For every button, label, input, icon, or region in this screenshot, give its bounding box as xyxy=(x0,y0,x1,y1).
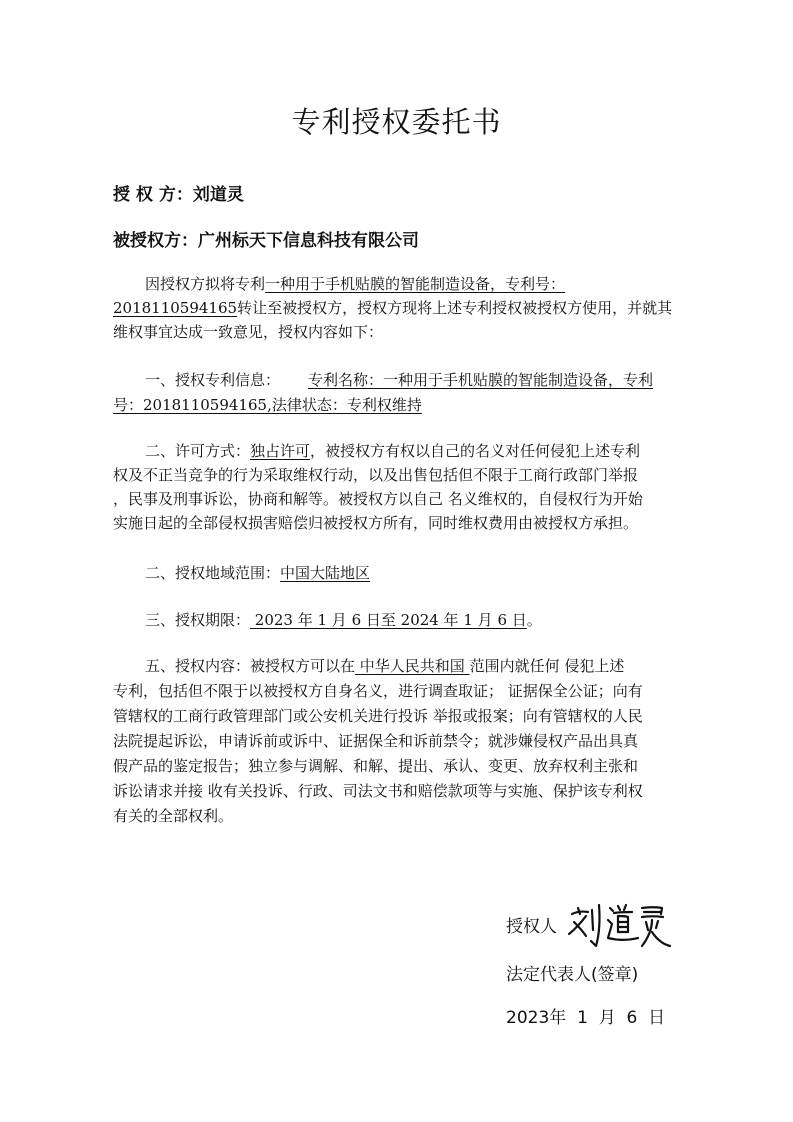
patent-title: 一种用于手机贴膜的智能制造设备，专利号： xyxy=(265,275,566,293)
term-value: 2023 年 1 月 6 日至 2024 年 1 月 6 日 xyxy=(250,611,527,629)
document-title: 专利授权委托书 xyxy=(291,105,502,139)
section5-line-3: 管辖权的工商行政管理部门或公安机关进行投诉 举报或报案；向有管辖权的人民 xyxy=(113,707,643,725)
section5-line-4: 法院提起诉讼，申请诉前或诉中、证据保全和诉前禁令；就涉嫌侵权产品出具真 xyxy=(113,732,639,750)
patent-number: 2018110594165 xyxy=(113,299,238,317)
grantee-line xyxy=(113,226,419,251)
legal-rep-label: 法定代表人(签章) xyxy=(506,965,639,985)
section2-line-3: ，民事及刑事诉讼，协商和解等。被授权方以自己 名义维权的，自侵权行为开始 xyxy=(113,490,643,508)
section5-line-7: 有关的全部权利。 xyxy=(113,807,234,825)
grantor-sign-label: 授权人 xyxy=(506,917,557,937)
section2-line-1: 二、许可方式：独占许可，被授权方有权以自己的名义对任何侵犯上述专利 xyxy=(145,442,641,460)
grantor-line xyxy=(113,180,244,205)
handwritten-signature xyxy=(566,900,674,952)
section-term: 三、授权期限： 2023 年 1 月 6 日至 2024 年 1 月 6 日。 xyxy=(145,611,542,629)
section2-line-2: 权及不正当竞争的行为采取维权行动，以及出售包括但不限于工商行政部门举报 xyxy=(113,466,639,484)
grantee-name: 广州标天下信息科技有限公司 xyxy=(198,231,419,251)
section5-line-6: 诉讼请求并接 收有关投诉、行政、司法文书和赔偿款项等与实施、保护该专利权 xyxy=(113,782,643,800)
intro-line-1: 因授权方拟将专利一种用于手机贴膜的智能制造设备，专利号： xyxy=(145,275,566,293)
section1-line-1 xyxy=(145,373,653,388)
intro-line-2: 2018110594165转让至被授权方，授权方现将上述专利授权被授权方使用，并就其 xyxy=(113,299,673,317)
territory-value: 中国大陆地区 xyxy=(280,564,371,582)
section5-line-2: 专利，包括但不限于以被授权方自身名义，进行调查取证； 证据保全公证；向有 xyxy=(113,682,643,700)
section2-line-4: 实施日起的全部侵权损害赔偿归被授权方所有，同时维权费用由被授权方承担。 xyxy=(113,514,639,532)
section-territory: 二、授权地域范围：中国大陆地区 xyxy=(145,564,371,582)
section1-line-2: 号：2018110594165,法律状态：专利权维持 xyxy=(113,396,422,414)
license-type: 独占许可 xyxy=(250,442,311,460)
grantor-label: 授 权 方： xyxy=(113,185,193,205)
grantee-label: 被授权方： xyxy=(113,231,198,251)
section1-label: 一、授权专利信息： xyxy=(145,371,281,389)
section5-line-1: 五、授权内容：被授权方可以在 中华人民共和国 范围内就任何 侵犯上述 xyxy=(145,657,625,675)
patent-info: 专利名称：一种用于手机贴膜的智能制造设备，专利 xyxy=(308,371,654,389)
jurisdiction-value: 中华人民共和国 xyxy=(355,657,470,675)
sign-date: 2023年 1 月 6 日 xyxy=(506,1008,666,1028)
section5-line-5: 假产品的鉴定报告；独立参与调解、和解、提出、承认、变更、放弃权利主张和 xyxy=(113,757,639,775)
intro-line-3: 维权事宜达成一致意见，授权内容如下： xyxy=(113,323,384,341)
grantor-name: 刘道灵 xyxy=(192,185,244,205)
